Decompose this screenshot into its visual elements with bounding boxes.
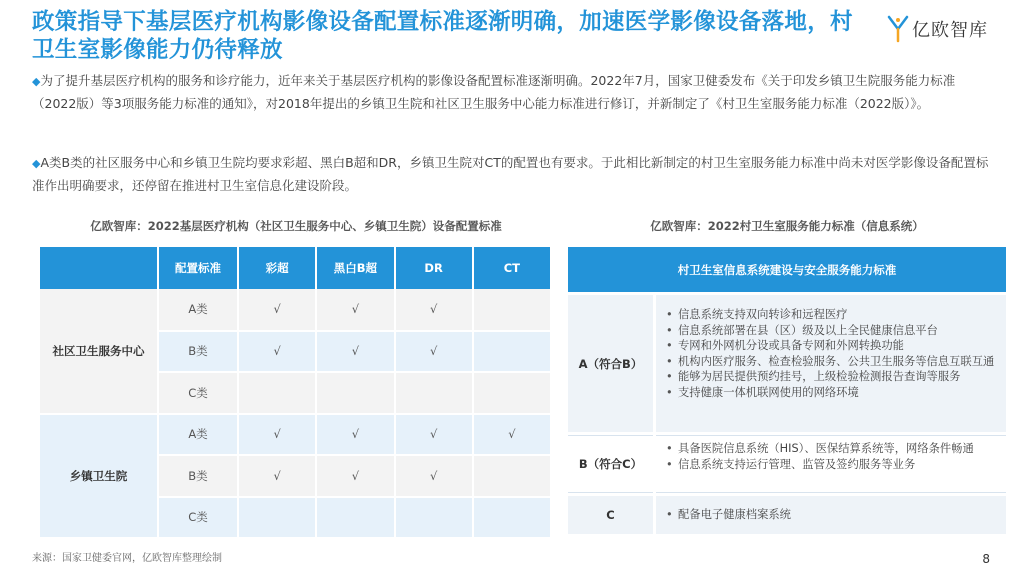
level-cell: C类 [158,372,238,414]
check-cell [395,372,473,414]
table-row [568,295,1006,432]
table-header-row [40,247,551,289]
level-label: A（符合B） [568,295,653,432]
check-cell [238,497,316,539]
check-cell [473,289,551,331]
check-cell: √ [316,414,394,456]
diamond-bullet-icon: ◆ [32,75,41,88]
list-item: • 信息系统支持运行管理、监管及签约服务等业务 [664,457,998,473]
logo [886,14,996,44]
list-item: • 支持健康一体机联网使用的网络环境 [664,385,998,401]
list-item: • 专网和外网机分设或具备专网和外网转换功能 [664,338,998,354]
table-row [568,435,1006,493]
level-label: B（符合C） [568,435,653,493]
diamond-bullet-icon: ◆ [32,157,41,170]
list-item: • 配备电子健康档案系统 [664,507,791,523]
level-cell: B类 [158,455,238,497]
check-cell: √ [395,455,473,497]
paragraph-text: 为了提升基层医疗机构的服务和诊疗能力，近年来关于基层医疗机构的影像设备配置标准逐渐明确。2022年7月，国家卫健委发布《关于印发乡镇卫生院服务能力标准（2022版）等3项服务能力标准的通知》，对2018年提出的乡镇卫生院和社区卫生服务中心能力标准进行修订，并新制定了《村卫生室服务能力标准（2022版）》。 [32,73,956,111]
source-note: 来源：国家卫健委官网，亿欧智库整理绘制 [32,553,222,564]
paragraph-text: A类B类的社区服务中心和乡镇卫生院均要求彩超、黑白B超和DR，乡镇卫生院对CT的配置也有要求。于此相比新制定的村卫生室服务能力标准中尚未对医学影像设备配置标准作出明确要求，还停留在推进村卫生室信息化建设阶段。 [32,155,989,193]
right-table-caption: 亿欧智库：2022村卫生室服务能力标准（信息系统） [650,219,924,233]
check-cell: √ [316,455,394,497]
table-row [40,289,551,331]
check-cell: √ [316,289,394,331]
header-cell: 彩超 [238,247,316,289]
level-label: C [568,496,653,534]
check-cell [473,497,551,539]
table-row [40,414,551,456]
check-cell: √ [395,331,473,373]
check-cell: √ [238,414,316,456]
yiou-logo-icon [886,15,910,43]
check-cell [316,497,394,539]
header-cell: CT [473,247,551,289]
header-cell: DR [395,247,473,289]
check-cell [473,331,551,373]
page-number: 8 [982,552,990,566]
equipment-standard-table [40,247,552,539]
check-cell: √ [238,289,316,331]
header-cell: 配置标准 [158,247,238,289]
paragraph-2 [32,152,998,197]
table-row [568,496,1006,534]
requirement-list [656,496,1006,534]
right-table-header: 村卫生室信息系统建设与安全服务能力标准 [568,247,1006,292]
list-item: • 机构内医疗服务、检查检验服务、公共卫生服务等信息互联互通 [664,354,998,370]
requirement-list [656,295,1006,432]
check-cell: √ [238,331,316,373]
group-label: 乡镇卫生院 [40,414,158,539]
left-table-caption: 亿欧智库：2022基层医疗机构（社区卫生服务中心、乡镇卫生院）设备配置标准 [90,219,502,233]
group-label: 社区卫生服务中心 [40,289,158,414]
check-cell: √ [238,455,316,497]
list-item: • 具备医院信息系统（HIS）、医保结算系统等，网络条件畅通 [664,441,998,457]
requirement-list [656,435,1006,493]
logo-text: 亿欧智库 [912,20,988,41]
village-clinic-standard-table [568,247,1006,534]
check-cell [395,497,473,539]
header-cell [40,247,158,289]
level-cell: A类 [158,414,238,456]
check-cell: √ [395,289,473,331]
check-cell: √ [395,414,473,456]
check-cell [316,372,394,414]
header-cell: 黑白B超 [316,247,394,289]
check-cell [473,455,551,497]
list-item: • 信息系统支持双向转诊和远程医疗 [664,307,998,323]
level-cell: C类 [158,497,238,539]
list-item: • 能够为居民提供预约挂号，上级检验检测报告查询等服务 [664,369,998,385]
check-cell: √ [316,331,394,373]
list-item: • 信息系统部署在县（区）级及以上全民健康信息平台 [664,323,998,339]
check-cell [238,372,316,414]
paragraph-1 [32,70,998,115]
check-cell: √ [473,414,551,456]
page-title: 政策指导下基层医疗机构影像设备配置标准逐渐明确，加速医学影像设备落地，村卫生室影像能力仍待释放 [32,9,853,63]
level-cell: B类 [158,331,238,373]
level-cell: A类 [158,289,238,331]
check-cell [473,372,551,414]
